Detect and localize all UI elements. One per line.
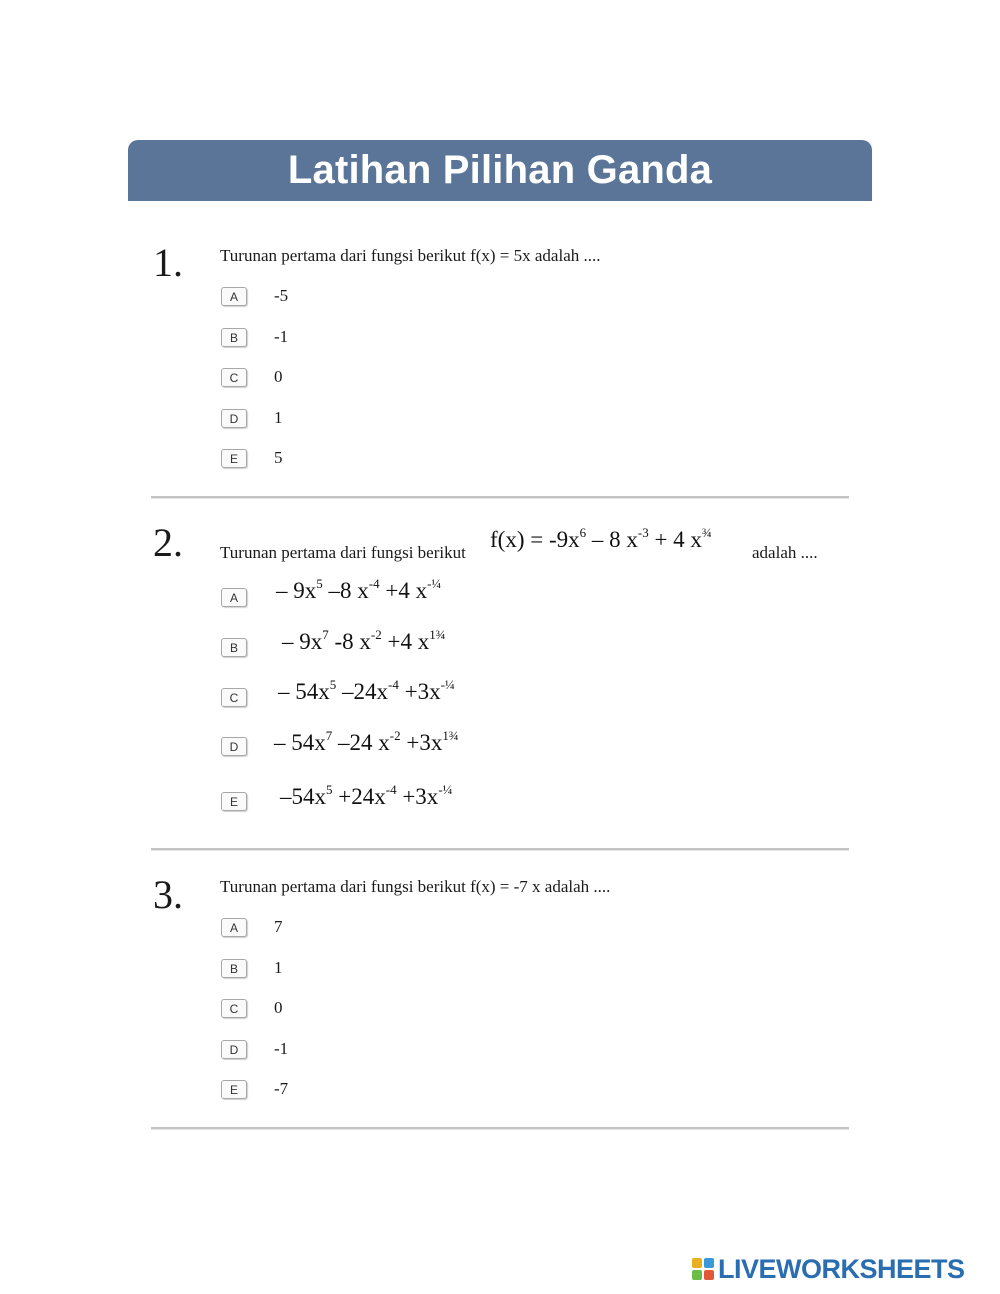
option-b-formula: – $9x^7$ -8 $x^{-2} +4$ $x^{1\frac{3}{4}}$ bbox=[282, 627, 446, 654]
brand-mark-square bbox=[704, 1270, 714, 1280]
option-b-button[interactable]: B bbox=[221, 959, 247, 978]
option-d-button[interactable]: D bbox=[221, 1040, 247, 1059]
option-c-value: 0 bbox=[274, 367, 283, 386]
liveworksheets-logo bbox=[692, 1254, 965, 1284]
question-divider bbox=[151, 1127, 849, 1130]
option-d-value: -1 bbox=[274, 1039, 289, 1058]
option-a-button[interactable]: A bbox=[221, 918, 247, 937]
option-d-formula: – $54x^7$ –24 $x^{-2} +3x^{1\frac{3}{4}}$ bbox=[274, 728, 459, 755]
option-e-button[interactable]: E bbox=[221, 1080, 247, 1099]
question-text: Turunan pertama dari fungsi berikut bbox=[220, 543, 466, 562]
option-a-button[interactable]: A bbox=[221, 287, 247, 306]
option-d-button[interactable]: D bbox=[221, 409, 247, 428]
option-c-formula: – $54x^5$ $-24x^{-4} +3x^{-\frac{1}{4}}$ bbox=[278, 677, 455, 704]
option-a-value: 7 bbox=[274, 917, 283, 936]
option-a-formula: – $9x^5$ –8 $x^{-4} +4$ $x^{-\frac{1}{4}}$ bbox=[276, 576, 442, 603]
function-formula-image: $f(x) = -9x^6 - 8$ $x^{-3} + 4$ $x^{\frac{3}{4}}$ bbox=[490, 525, 712, 552]
question-text: Turunan pertama dari fungsi berikut f(x) = 5x adalah .... bbox=[220, 246, 601, 265]
option-b-value: 1 bbox=[274, 958, 283, 977]
option-c-button[interactable]: C bbox=[221, 999, 247, 1018]
brand-mark-icon bbox=[692, 1258, 714, 1280]
brand-mark-square bbox=[692, 1258, 702, 1268]
option-e-button[interactable]: E bbox=[221, 449, 247, 468]
option-e-formula: $-54x^5 +24x^{-4} +3x^{-\frac{1}{4}}$ bbox=[280, 782, 453, 809]
option-b-button[interactable]: B bbox=[221, 328, 247, 347]
option-d-button[interactable]: D bbox=[221, 737, 247, 756]
title-banner bbox=[128, 140, 872, 201]
option-d-value: 1 bbox=[274, 408, 283, 427]
page-title: Latihan Pilihan Ganda bbox=[287, 148, 713, 192]
question-divider bbox=[151, 848, 849, 851]
option-b-value: -1 bbox=[274, 327, 289, 346]
question-number: 1. bbox=[153, 240, 183, 285]
question-divider bbox=[151, 496, 849, 499]
question-text-suffix: adalah .... bbox=[752, 543, 818, 562]
brand-mark-square bbox=[692, 1270, 702, 1280]
question-text: Turunan pertama dari fungsi berikut f(x) = -7 x adalah .... bbox=[220, 877, 611, 896]
option-b-button[interactable]: B bbox=[221, 638, 247, 657]
option-c-value: 0 bbox=[274, 998, 283, 1017]
option-c-button[interactable]: C bbox=[221, 688, 247, 707]
option-c-button[interactable]: C bbox=[221, 368, 247, 387]
question-number: 2. bbox=[153, 520, 183, 565]
option-a-button[interactable]: A bbox=[221, 588, 247, 607]
option-e-value: 5 bbox=[274, 448, 283, 467]
brand-mark-square bbox=[704, 1258, 714, 1268]
brand-name: LIVEWORKSHEETS bbox=[718, 1253, 965, 1284]
option-e-button[interactable]: E bbox=[221, 792, 247, 811]
option-a-value: -5 bbox=[274, 286, 289, 305]
option-e-value: -7 bbox=[274, 1079, 289, 1098]
question-number: 3. bbox=[153, 872, 183, 917]
